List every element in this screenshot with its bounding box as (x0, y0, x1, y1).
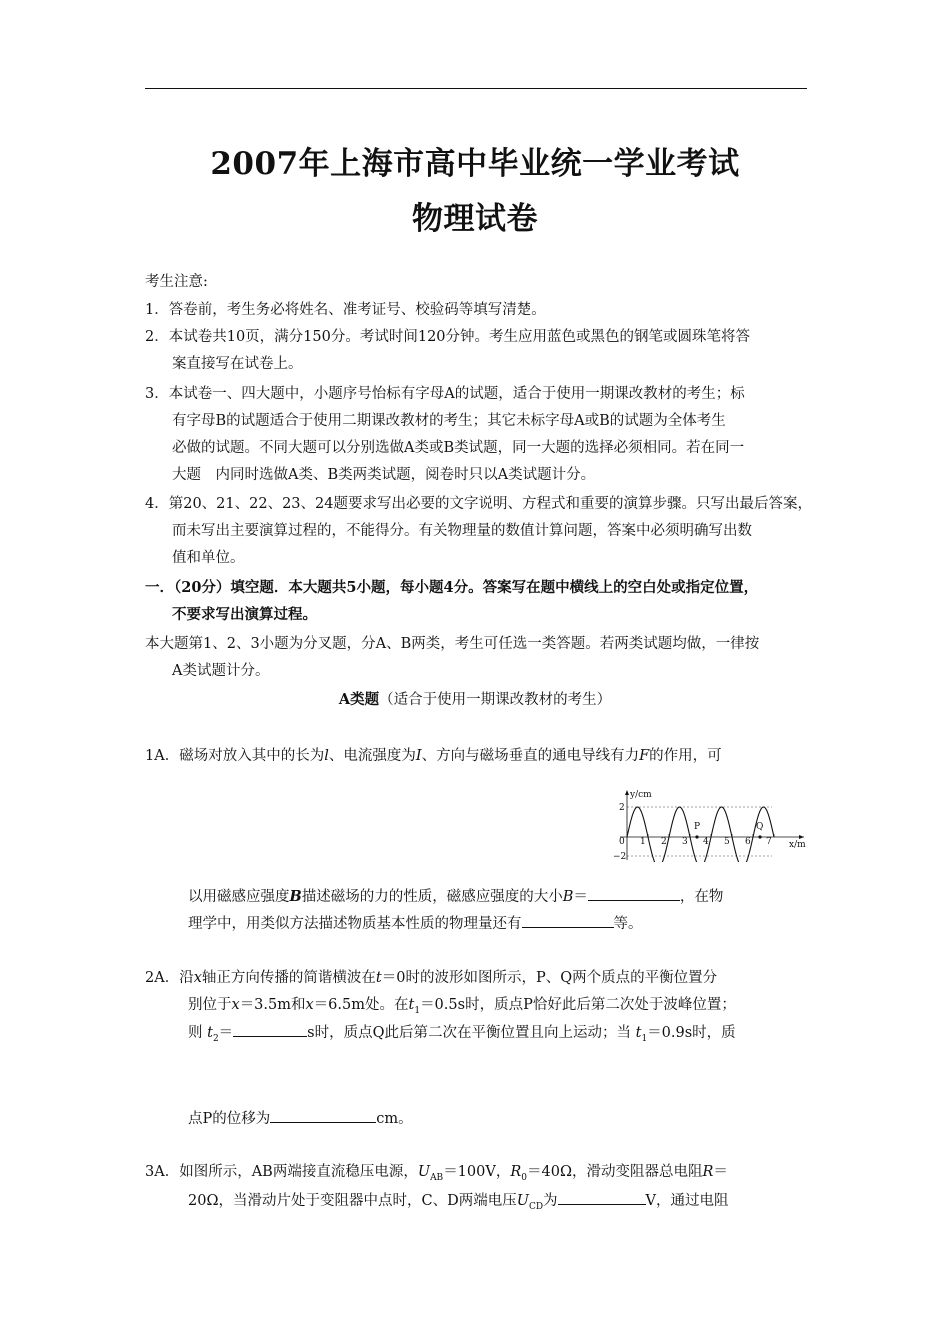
point-p-dot (695, 835, 698, 838)
notice-item: 2．本试卷共10页，满分150分。考试时间120分钟。考生应用蓝色或黑色的钢笔或圆珠笔将答 (145, 329, 751, 345)
point-q-label: Q (756, 822, 764, 832)
section-heading: 一．（20分）填空题．本大题共5小题，每小题4分。答案写在题中横线上的空白处或指定位置， (145, 579, 759, 596)
section-intro: 本大题第1、2、3小题为分叉题，分A、B两类，考生可任选一类答题。若两类试题均做，一律按 (145, 636, 760, 652)
page-subtitle: 物理试卷 (412, 201, 538, 237)
answer-blank[interactable] (270, 1108, 376, 1123)
notice-item: 4．第20、21、22、23、24题要求写出必要的文字说明、方程式和重要的演算步骤。只写出最后答案， (145, 496, 812, 512)
x-tick-label: 2 (661, 837, 667, 847)
y-tick-label: −2 (613, 852, 627, 862)
x-tick-label: 7 (766, 837, 772, 847)
notice-item: 3．本试卷一、四大题中，小题序号怡标有字母A的试题，适合于使用一期课改教材的考生；标 (145, 386, 745, 402)
answer-blank[interactable] (522, 913, 614, 928)
point-q-dot (758, 835, 761, 838)
wave-curve (627, 807, 774, 862)
section-intro-cont: A类试题计分。 (172, 663, 270, 679)
y-axis-label: y/cm (630, 790, 652, 800)
wave-graph (606, 786, 808, 862)
y-axis-arrow (625, 790, 629, 795)
question-2a-line2: 别位于x＝3.5m和x＝6.5m处。在$t_1=0.5s$时，质点P恰好此后第二次处于波峰位置； (188, 997, 736, 1016)
x-axis-label: x/m (789, 840, 806, 850)
notice-item: 必做的试题。不同大题可以分别选做A类或B类试题，同一大题的选择必须相同。若在同一 (172, 440, 745, 456)
question-1a-line1: 1A．磁场对放入其中的长为l、电流强度为I、方向与磁场垂直的通电导线有力F的作用，可 (145, 748, 722, 764)
a-type-note: （适合于使用一期课改教材的考生） (379, 692, 612, 708)
point-p-label: P (694, 822, 701, 832)
notice-item: 1．答卷前，考生务必将姓名、准考证号、校验码等填写清楚。 (145, 302, 546, 318)
y-tick-label: 2 (619, 803, 625, 813)
origin-label: 0 (619, 837, 625, 847)
question-2a-line4: 点P的位移为 cm。 (188, 1108, 413, 1129)
x-tick-label: 6 (745, 837, 751, 847)
answer-blank[interactable] (558, 1190, 646, 1205)
question-3a-line1: 3A．如图所示，AB两端接直流稳压电源，$U_{AB}=100V$，$R_0=40\Omega$，滑动变阻器总电阻R＝ (145, 1164, 728, 1183)
x-ticks (648, 834, 774, 837)
x-tick-label: 4 (703, 837, 709, 847)
notice-heading: 考生注意: (145, 274, 208, 290)
question-2a-line3: 则 $t_2= s$时，质点Q此后第二次在平衡位置且向上运动；当 $t_1=0.9s$时，质 (188, 1022, 736, 1049)
x-tick-label: 3 (682, 837, 688, 847)
question-3a-line2: 20Ω，当滑动片处于变阻器中点时，C、D两端电压$U_{CD}$为 V，通过电阻 (188, 1190, 729, 1217)
section-heading-cont: 不要求写出演算过程。 (172, 606, 317, 623)
notice-item: 而未写出主要演算过程的，不能得分。有关物理量的数值计算问题，答案中必须明确写出数 (172, 523, 752, 539)
top-rule (145, 88, 807, 89)
notice-item: 案直接写在试卷上。 (172, 356, 303, 372)
question-1a-line2: 以用磁感应强度B描述磁场的力的性质，磁感应强度的大小B＝ ，在物 (188, 888, 724, 905)
question-1a-line3: 理学中，用类似方法描述物质基本性质的物理量还有 等。 (188, 913, 643, 934)
notice-item: 有字母B的试题适合于使用二期课改教材的考生；其它未标字母A或B的试题为全体考生 (172, 413, 726, 429)
answer-blank[interactable] (233, 1022, 307, 1037)
x-tick-label: 1 (640, 837, 646, 847)
a-type-subheading (0, 690, 950, 710)
x-tick-label: 5 (724, 837, 730, 847)
notice-item: 大题 内同时选做A类、B类两类试题，阅卷时只以A类试题计分。 (172, 467, 596, 483)
answer-blank[interactable] (588, 886, 680, 901)
a-type-label: A类题 (338, 691, 380, 708)
notice-item: 值和单位。 (172, 550, 245, 566)
x-axis-arrow (799, 835, 804, 839)
question-2a-line1: 2A．沿x轴正方向传播的简谐横波在t＝0时的波形如图所示，P、Q两个质点的平衡位置分 (145, 970, 718, 986)
page-title: 2007年上海市高中毕业统一学业考试 (210, 146, 740, 182)
